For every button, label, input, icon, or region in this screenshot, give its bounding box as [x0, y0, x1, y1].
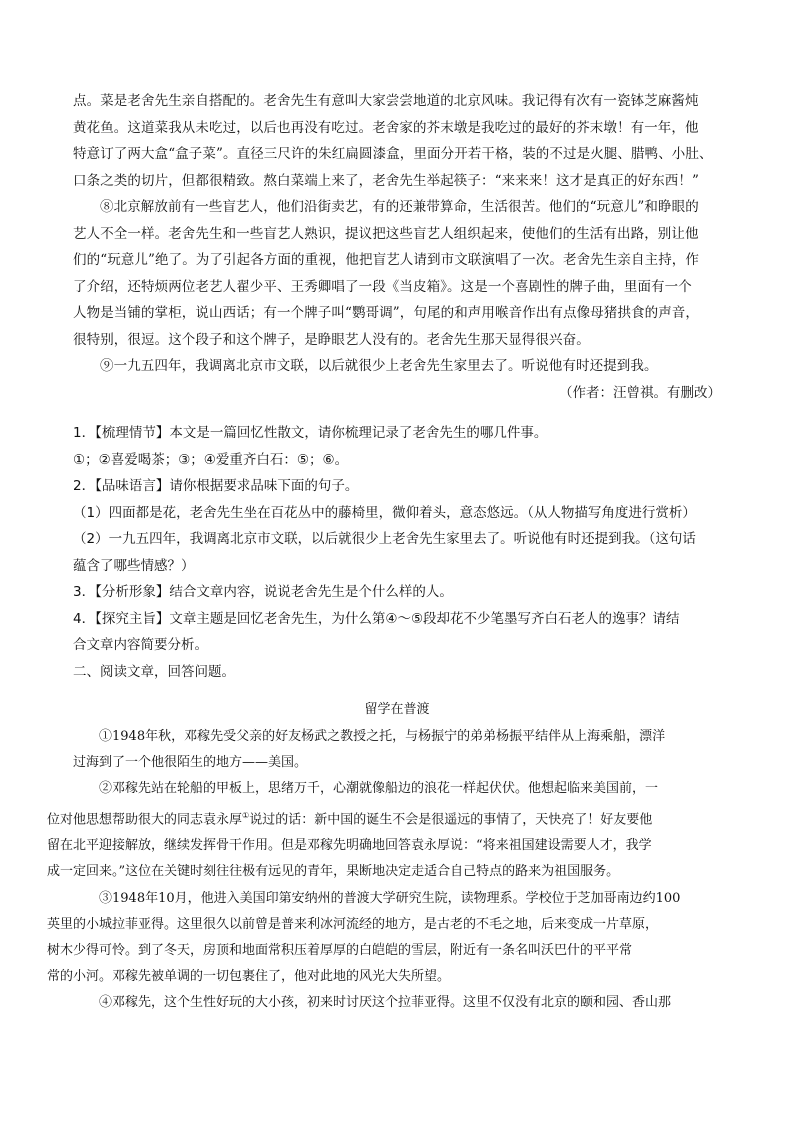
question-1-answer: ①；②喜爱喝茶；③；④爱重齐白石：⑤；⑥。: [73, 451, 349, 468]
text-line: 特意订了两大盒“盒子菜”。直径三尺许的朱红扁圆漆盒，里面分开若干格，装的不过是火腿、腊鸭、小肚、: [73, 146, 713, 162]
paragraph-1: [73, 724, 721, 776]
paragraph-4: ④邓稼先，这个生性好玩的大小孩，初来时讨厌这个拉菲亚得。这里不仅没有北京的颐和园、香山那: [99, 995, 672, 1011]
text-line: ②邓稼先站在轮船的甲板上，思绪万千，心潮就像船边的浪花一样起伏伏。他想起临来美国前，一: [99, 781, 659, 797]
text-line: 很特别，很逗。这个段子和这个牌子，是睁眼艺人没有的。老舍先生那天显得很兴奋。: [73, 331, 590, 348]
text-line: 过海到了一个他很陌生的地方——美国。: [73, 755, 308, 771]
question-3: 3．【分析形象】结合文章内容，说说老舍先生是个什么样的人。: [73, 584, 453, 600]
passage-2: [47, 690, 721, 1017]
paragraph-continued: [73, 88, 721, 194]
text-line: ⑧北京解放前有一些盲艺人，他们沿街卖艺，有的还兼带算命，生活很苦。他们的“玩意儿”和睁眼的: [100, 199, 699, 215]
question-4-cont: 合文章内容简要分析。: [73, 637, 208, 653]
text-line: 点。菜是老舍先生亲自搭配的。老舍先生有意叫大家尝尝地道的北京风味。我记得有次有一瓷钵芝麻酱炖: [73, 93, 699, 109]
text-line: 们的“玩意儿”绝了。为了引起各方面的重视，他把盲艺人请到市文联演唱了一次。老舍先生亲自主持，作: [73, 252, 700, 268]
question-2-1: （1）四面都是花，老舍先生坐在百花丛中的藤椅里，微仰着头，意态悠远。（从人物描写角度进行赏析）: [73, 504, 696, 521]
text-line: 成一定回来。”这位在关键时刻往往极有远见的青年，果断地决定走适合自己特点的路来为祖国服务。: [47, 864, 620, 880]
text-line: 了介绍，还特烦两位老艺人翟少平、王秀卿唱了一段《当皮箱》。这是一个喜剧性的牌子曲，里面有一个: [73, 278, 692, 295]
text-line: 留在北平迎接解放，继续发挥骨干作用。但是邓稼先明确地回答袁永厚说：“将来祖国建设需要人才，我学: [47, 838, 652, 854]
text-line: 常的小河。邓稼先被单调的一切包裹住了，他对此地的风光大失所望。: [47, 969, 451, 985]
text-segment: 说过的话：新中国的诞生不会是很遥远的事情了，天快亮了！好友要他: [249, 811, 653, 827]
question-4: 4．【探究主旨】文章主题是回忆老舍先生，为什么第④～⑤段却花不少笔墨写齐白石老人的逸事？请结: [73, 610, 680, 627]
text-line: 英里的小城拉菲亚得。这里很久以前曾是普来利冰河流经的地方，是古老的不毛之地，后来变成一片草原，: [47, 916, 659, 932]
footnote-marker: ①: [242, 810, 250, 820]
question-2: 2．【品味语言】请你根据要求品味下面的句子。: [73, 478, 359, 494]
text-line: 黄花鱼。这道菜我从未吃过，以后也再没有吃过。老舍家的芥末墩是我吃过的最好的芥末墩！有一年，他: [73, 119, 699, 136]
paragraph-2: [47, 776, 721, 885]
questions-section: [73, 420, 721, 685]
text-line: 艺人不全一样。老舍先生和一些盲艺人熟识，提议把这些盲艺人组织起来，使他们的生活有出路，别让他: [73, 225, 699, 242]
text-line: 树木少得可怜。到了冬天，房顶和地面常积压着厚厚的白皑皑的雪层，附近有一条名叫沃巴什的平平常: [47, 942, 633, 958]
paragraph-9: ⑨一九五四年，我调离北京市文联，以后就很少上老舍先生家里去了。听说他有时还提到我。: [100, 358, 658, 374]
question-1: 1．【梳理情节】本文是一篇回忆性散文，请你梳理记录了老舍先生的哪几件事。: [73, 425, 548, 441]
text-line: 人物是当铺的掌柜，说山西话；有一个牌子叫“鹦哥调”，句尾的和声用喉音作出有点像母猪拱食的声音，: [73, 305, 700, 321]
passage-title: 留学在普渡: [364, 702, 430, 717]
text-segment: 位对他思想帮助很大的同志袁永厚: [47, 811, 243, 827]
question-2-2-cont: 蕴含了哪些情感？）: [73, 557, 195, 574]
passage-1: [73, 88, 721, 406]
section-heading: 二、阅读文章，回答问题。: [73, 663, 235, 680]
text-line: [47, 803, 721, 834]
text-line: 口条之类的切片，但都很精致。熬白菜端上来了，老舍先生举起筷子：“来来来！这才是真正的好东西！”: [73, 172, 700, 189]
paragraph-8: [73, 194, 721, 353]
paragraph-3: [47, 886, 721, 991]
text-line: ③1948年10月，他进入美国印第安纳州的普渡大学研究生院，读物理系。学校位于芝加哥南边约100: [99, 890, 681, 906]
text-line: ①1948年秋，邓稼先受父亲的好友杨武之教授之托，与杨振宁的弟弟杨振平结伴从上海乘船，漂洋: [99, 729, 666, 744]
question-2-2: （2）一九五四年，我调离北京市文联，以后就很少上老舍先生家里去了。听说他有时还提到我。（这句话: [73, 531, 696, 547]
author-note: （作者：汪曾祺。有删改）: [559, 384, 721, 401]
